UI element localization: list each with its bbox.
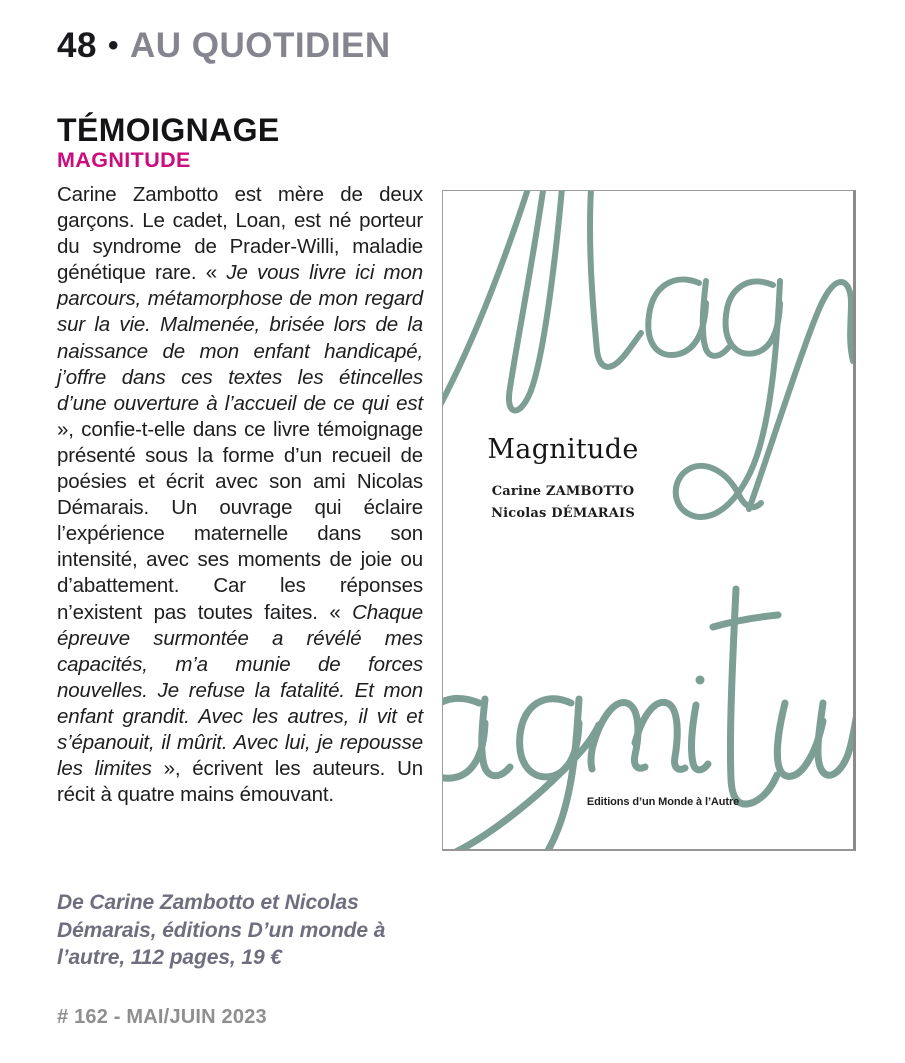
body-segment: », confie-t-elle dans ce livre témoignage présenté sous la forme d’un recueil de poésies et écrit avec son ami Nicolas Démarais. Un ouvrage qui éclaire l’expérience maternelle dans son intensité, avec ses moments de joie ou d’abattement. Car les réponses n’existent pas toutes faites. « bbox=[57, 417, 423, 624]
bullet-separator: • bbox=[107, 29, 119, 62]
body-segment: Je vous livre ici mon parcours, métamorphose de mon regard sur la vie. Malmenée, brisée lors de la naissance de mon enfant handicapé, j’offre dans ces textes les étincelles d’une ouverture à l’accueil de ce qui est bbox=[57, 261, 423, 415]
cover-authors bbox=[461, 481, 665, 524]
book-credit: De Carine Zambotto et Nicolas Démarais, éditions D’un monde à l’autre, 112 pages, 19 € bbox=[57, 891, 386, 969]
page-header bbox=[57, 26, 391, 66]
cover-author-1: Carine ZAMBOTTO bbox=[491, 484, 635, 499]
section-title: AU QUOTIDIEN bbox=[129, 26, 391, 65]
article-title: MAGNITUDE bbox=[57, 148, 191, 172]
cover-publisher: Editions d’un Monde à l’Autre bbox=[586, 796, 740, 808]
script-word-magn bbox=[443, 191, 853, 517]
body-segment: », écrivent les auteurs. Un récit à quatre mains émouvant. bbox=[57, 757, 424, 807]
script-word-agnitu bbox=[443, 589, 853, 849]
page-number: 48 bbox=[57, 26, 97, 65]
body-segment: Chaque épreuve surmontée a révélé mes capacités, m’a munie de forces nouvelles. Je refuse la fatalité. Et mon enfant grandit. Avec les autres, il vit et s’épanouit, il mûrit. Avec lui, je repousse les limites bbox=[57, 600, 423, 781]
body-segment: Carine Zambotto est mère de deux garçons. Le cadet, Loan, est né porteur du syndrome de Prader-Willi, maladie génétique rare. « bbox=[57, 183, 423, 285]
cover-book-title: Magnitude bbox=[487, 434, 639, 465]
article-body bbox=[57, 182, 423, 808]
cover-author-2: Nicolas DÉMARAIS bbox=[491, 505, 635, 521]
book-cover-image bbox=[442, 190, 856, 851]
issue-footer: # 162 - MAI/JUIN 2023 bbox=[57, 1006, 267, 1028]
article-kicker: TÉMOIGNAGE bbox=[57, 112, 280, 148]
